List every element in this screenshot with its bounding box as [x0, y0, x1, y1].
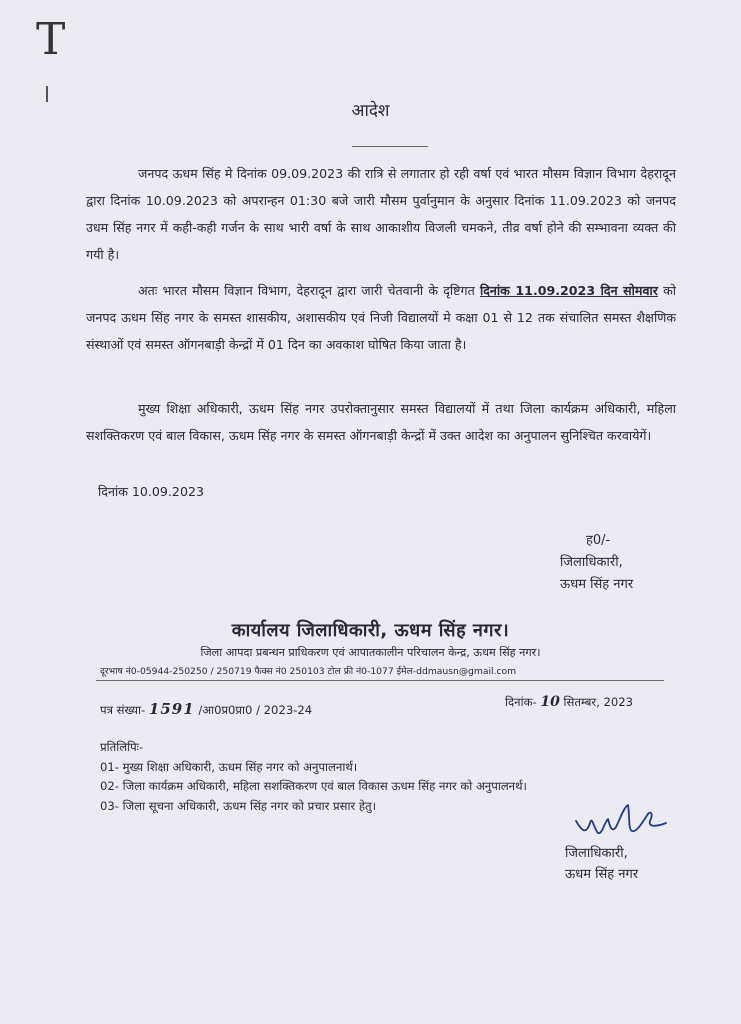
- reference-date-rest: सितम्बर, 2023: [563, 695, 634, 709]
- order-paragraph-1: जनपद ऊधम सिंह मे दिनांक 09.09.2023 की रात्रि से लगातार हो रही वर्षा एवं भारत मौसम विज्ञान विभाग देहरादून द्वारा दिनांक 10.09.2023 को अपरान्हन 01:30 बजे जारी मौसम पुर्वानुमान के अनुसार दिनांक 11.09.2023 को जनपद उधम सिंह नगर में कही-कही गर्जन के साथ भारी वर्षा के साथ आकाशीय विजली चमकने, तीव्र वर्षा होने की सम्भावना व्यक्त की गयी है।: [86, 166, 676, 262]
- reference-handwritten-number: 1591: [148, 700, 195, 718]
- reference-label: पत्र संख्या-: [100, 703, 146, 717]
- para2-suffix: को जनपद ऊधम सिंह नगर के समस्त शासकीय, अशासकीय एवं निजी विद्यालयों मे कक्षा 01 से 12 तक संचालित समस्त शैक्षणिक संस्थाओं एवं समस्त ऑगनबाड़ी केन्द्रों में 01 दिन का अवकाश घोषित किया जाता है।: [86, 283, 676, 352]
- order-paragraph-2: [86, 277, 676, 358]
- signature-block-1: [560, 530, 633, 596]
- reference-suffix: /आ0प्र0प्रा0 / 2023-24: [198, 703, 313, 717]
- copy-list: [100, 738, 527, 816]
- office-heading: कार्यालय जिलाधिकारी, ऊधम सिंह नगर।: [231, 620, 510, 641]
- title-underline: [352, 146, 428, 147]
- signed-mark: ह0/-: [586, 533, 611, 548]
- copy-list-heading: प्रतिलिपिः-: [100, 740, 144, 754]
- reference-date-label: दिनांक-: [505, 695, 537, 709]
- holiday-date-emphasis: दिनांक 11.09.2023 दिन सोमवार: [479, 283, 658, 298]
- handwritten-signature: [572, 797, 672, 841]
- order-paragraph-3: मुख्य शिक्षा अधिकारी, ऊधम सिंह नगर उपरोक्तानुसार समस्त विद्यालयों में तथा जिला कार्यक्रम अधिकारी, महिला सशक्तिकरण एवं बाल विकास, ऊधम सिंह नगर के समस्त ऑगनबाड़ी केन्द्रों में उक्त आदेश का अनुपालन सुनिश्चित करवायेगें।: [86, 401, 676, 443]
- signatory-designation: जिलाधिकारी,: [565, 846, 628, 861]
- order-date: दिनांक 10.09.2023: [98, 484, 204, 499]
- reference-date-day: 10: [540, 694, 560, 710]
- signatory-designation: जिलाधिकारी,: [560, 555, 623, 570]
- list-item: 02- जिला कार्यक्रम अधिकारी, महिला सशक्तिकरण एवं बाल विकास ऊधम सिंह नगर को अनुपालनर्थ।: [100, 779, 527, 793]
- signatory-place: ऊधम सिंह नगर: [565, 867, 639, 882]
- order-title: आदेश: [351, 101, 390, 121]
- list-item: 01- मुख्य शिक्षा अधिकारी, ऊधम सिंह नगर को अनुपालनार्थ।: [100, 759, 358, 774]
- reference-date: [505, 694, 633, 710]
- office-subheading: जिला आपदा प्रबन्धन प्राधिकरण एवं आपातकालीन परिचालन केन्द्र, ऊधम सिंह नगर।: [200, 646, 541, 659]
- margin-mark: T: [36, 14, 66, 65]
- reference-number: [100, 700, 312, 718]
- office-contact: दूरभाष नं0-05944-250250 / 250719 फैक्स नं0 250103 टोल फ्री नं0-1077 ईमेल-ddmausn@gmail.com: [100, 666, 517, 677]
- letterhead-rule: [96, 680, 664, 681]
- signature-block-2: [565, 843, 638, 885]
- list-item: 03- जिला सूचना अधिकारी, ऊधम सिंह नगर को प्रचार प्रसार हेतु।: [100, 798, 377, 813]
- para2-prefix: अतः भारत मौसम विज्ञान विभाग, देहरादून द्वारा जारी चेतवानी के दृष्टिगत: [138, 283, 475, 298]
- signatory-place: ऊधम सिंह नगर: [560, 577, 634, 592]
